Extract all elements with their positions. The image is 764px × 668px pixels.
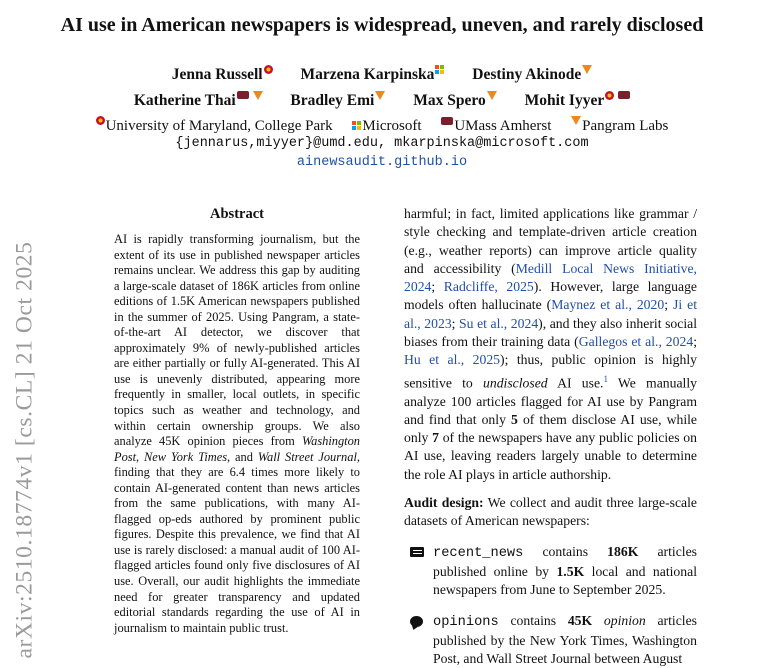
body-text: We manually analyze 100 articles flagged for AI use by Pangram and find that only [404,375,697,427]
author-marzena-karpinska [301,60,445,84]
emphasis-text: opinion [604,613,646,628]
bold-count: 1.5K [556,564,584,579]
author-mohit-iyyer [525,86,631,110]
author-name: Katherine Thai [134,92,236,109]
project-website-link[interactable] [0,155,764,170]
citation-link[interactable]: Maynez et al., 2020 [551,297,664,312]
microsoft-icon [435,65,444,74]
paper-title: AI use in American newspapers is widespread, uneven, and rarely disclosed [0,14,764,37]
citation-link[interactable]: Gallegos et al., 2024 [579,334,693,349]
umass-icon [237,91,249,99]
arxiv-stamp [10,242,40,657]
microsoft-icon [352,121,361,130]
abstract-text: , [136,450,144,464]
body-text: We collect and audit three large-scale datasets of American newspapers: [404,495,697,528]
body-text: contains [523,544,607,559]
body-text: articles published by the New York Times, Washington Post, and Wall Street Journal between August [433,613,697,667]
author-jenna-russell [172,60,273,84]
dataset-item-recent-news [404,543,697,600]
affiliation-umd [96,116,333,135]
umd-icon [96,116,105,125]
citation-link[interactable]: Su et al., 2024 [459,316,538,331]
paragraph-label: Audit design: [404,495,484,510]
affiliation-marks [605,86,630,104]
author-emails: {jennarus,miyyer}@umd.edu, mkarpinska@microsoft.com [0,136,764,151]
pangram-icon [571,116,581,125]
body-text: ; [431,279,443,294]
author-name: Jenna Russell [172,66,263,83]
affiliation-pangram [571,116,668,135]
footnote-marker[interactable]: 1 [603,374,608,384]
abstract-body [114,232,360,636]
audit-design-paragraph [404,494,697,531]
intro-paragraph [404,205,697,484]
author-name: Max Spero [413,92,485,109]
abstract-text: AI is rapidly transforming journalism, but the extent of its use in published newspaper articles remains unclear. We address this gap by auditing a large-scale dataset of 186K articles from online editions of 1.5K American newspapers published in the summer of 2025. Using Pangram, a state-of-the-art AI detector, we discover that approximately 9% of newly-published articles are either partially or fully AI-generated. This AI use is unevenly distributed, appearing more frequently in smaller, local outlets, in specific topics such as weather and technology, and within certain ownership groups. We also analyze 45K opinion pieces from [114,232,360,448]
list-icon [410,547,424,557]
umd-icon [605,91,614,100]
author-max-spero [413,86,496,110]
intro-column [404,205,697,668]
dataset-code-name: recent_news [433,546,523,561]
citation-link[interactable]: Medill Local News Initiative, 2024 [404,261,697,294]
body-text: ). However, large language models often hallucinate ( [404,279,697,312]
arxiv-id: arXiv:2510.18774v1 [cs.CL] 21 Oct 2025 [12,241,39,658]
body-text: AI use. [548,375,604,390]
citation-link[interactable]: Ji et al., 2023 [404,297,697,330]
abstract-text: , and [227,450,258,464]
pangram-icon [375,91,385,100]
affiliation-marks [582,60,592,78]
affiliation-microsoft [352,118,421,135]
body-text: harmful; in fact, limited applications like grammar / style checking and template-driven article creation (e.g., weather reports) can improve article quality and accessibility ( [404,206,697,276]
abstract-text: , finding that they are 6.4 times more likely to contain AI-generated content than news articles from the same publications, with many AI-flagged op-eds authored by prominent public figures. Despite this prevalence, we find that AI use is rarely disclosed: a manual audit of 100 AI-flagged articles found only five disclosures of AI use. Overall, our audit highlights the immediate need for greater transparency and updated editorial standards regarding the use of AI in journalism to maintain public trust. [114,450,360,635]
dataset-item-opinions [404,612,697,668]
affiliation-marks [237,86,263,104]
emphasis-text: undisclosed [483,375,548,390]
affiliation-name: University of Maryland, College Park [106,118,333,134]
body-text: articles published online by [433,544,697,579]
abstract-heading: Abstract [114,206,360,223]
body-text: local and national newspapers from June to September 2025. [433,564,697,597]
pangram-icon [487,91,497,100]
pangram-icon [253,91,263,100]
author-name: Marzena Karpinska [301,66,435,83]
body-text: ; [693,334,697,349]
bold-count: 45K [568,613,592,628]
bold-count: 5 [511,412,518,427]
affiliation-umass [441,117,551,135]
affiliation-marks [264,60,273,78]
website-url[interactable]: ainewsaudit.github.io [297,155,467,170]
umd-icon [264,65,273,74]
affiliation-name: Pangram Labs [582,118,668,134]
author-destiny-akinode [472,60,592,84]
body-text: ), and they also inherit social biases from their training data ( [404,316,697,349]
affiliations [0,116,764,135]
authors-row-2 [0,86,764,110]
body-text: ; [452,316,459,331]
affiliation-marks [375,86,385,104]
pangram-icon [582,65,592,74]
bold-count: 186K [607,544,638,559]
affiliation-marks [435,60,444,78]
body-text: ); thus, public opinion is highly sensitive to [404,352,697,390]
citation-link[interactable]: Hu et al., 2025 [404,352,500,367]
author-name: Destiny Akinode [472,66,581,83]
affiliation-marks [487,86,497,104]
body-text: of them disclose AI use, while only [404,412,697,445]
author-name: Mohit Iyyer [525,92,605,109]
body-text: of the newspapers have any public policies on AI use, leaving readers largely unable to determine the role AI plays in article authorship. [404,430,697,482]
author-bradley-emi [290,86,385,110]
abstract-publication: Wall Street Journal [258,450,357,464]
abstract-publication: Washington Post [114,434,360,464]
citation-link[interactable]: Radcliffe, 2025 [444,279,534,294]
dataset-code-name: opinions [433,615,499,630]
speech-bubble-icon [410,616,423,627]
bold-count: 7 [432,430,439,445]
author-katherine-thai [134,86,263,110]
affiliation-name: Microsoft [362,118,421,134]
author-name: Bradley Emi [290,92,374,109]
umass-icon [618,91,630,99]
body-text: ; [664,297,673,312]
umass-icon [441,117,453,125]
authors-row-1 [0,60,764,84]
abstract-publication: New York Times [144,450,227,464]
affiliation-name: UMass Amherst [454,118,551,134]
body-text: contains [499,613,568,628]
